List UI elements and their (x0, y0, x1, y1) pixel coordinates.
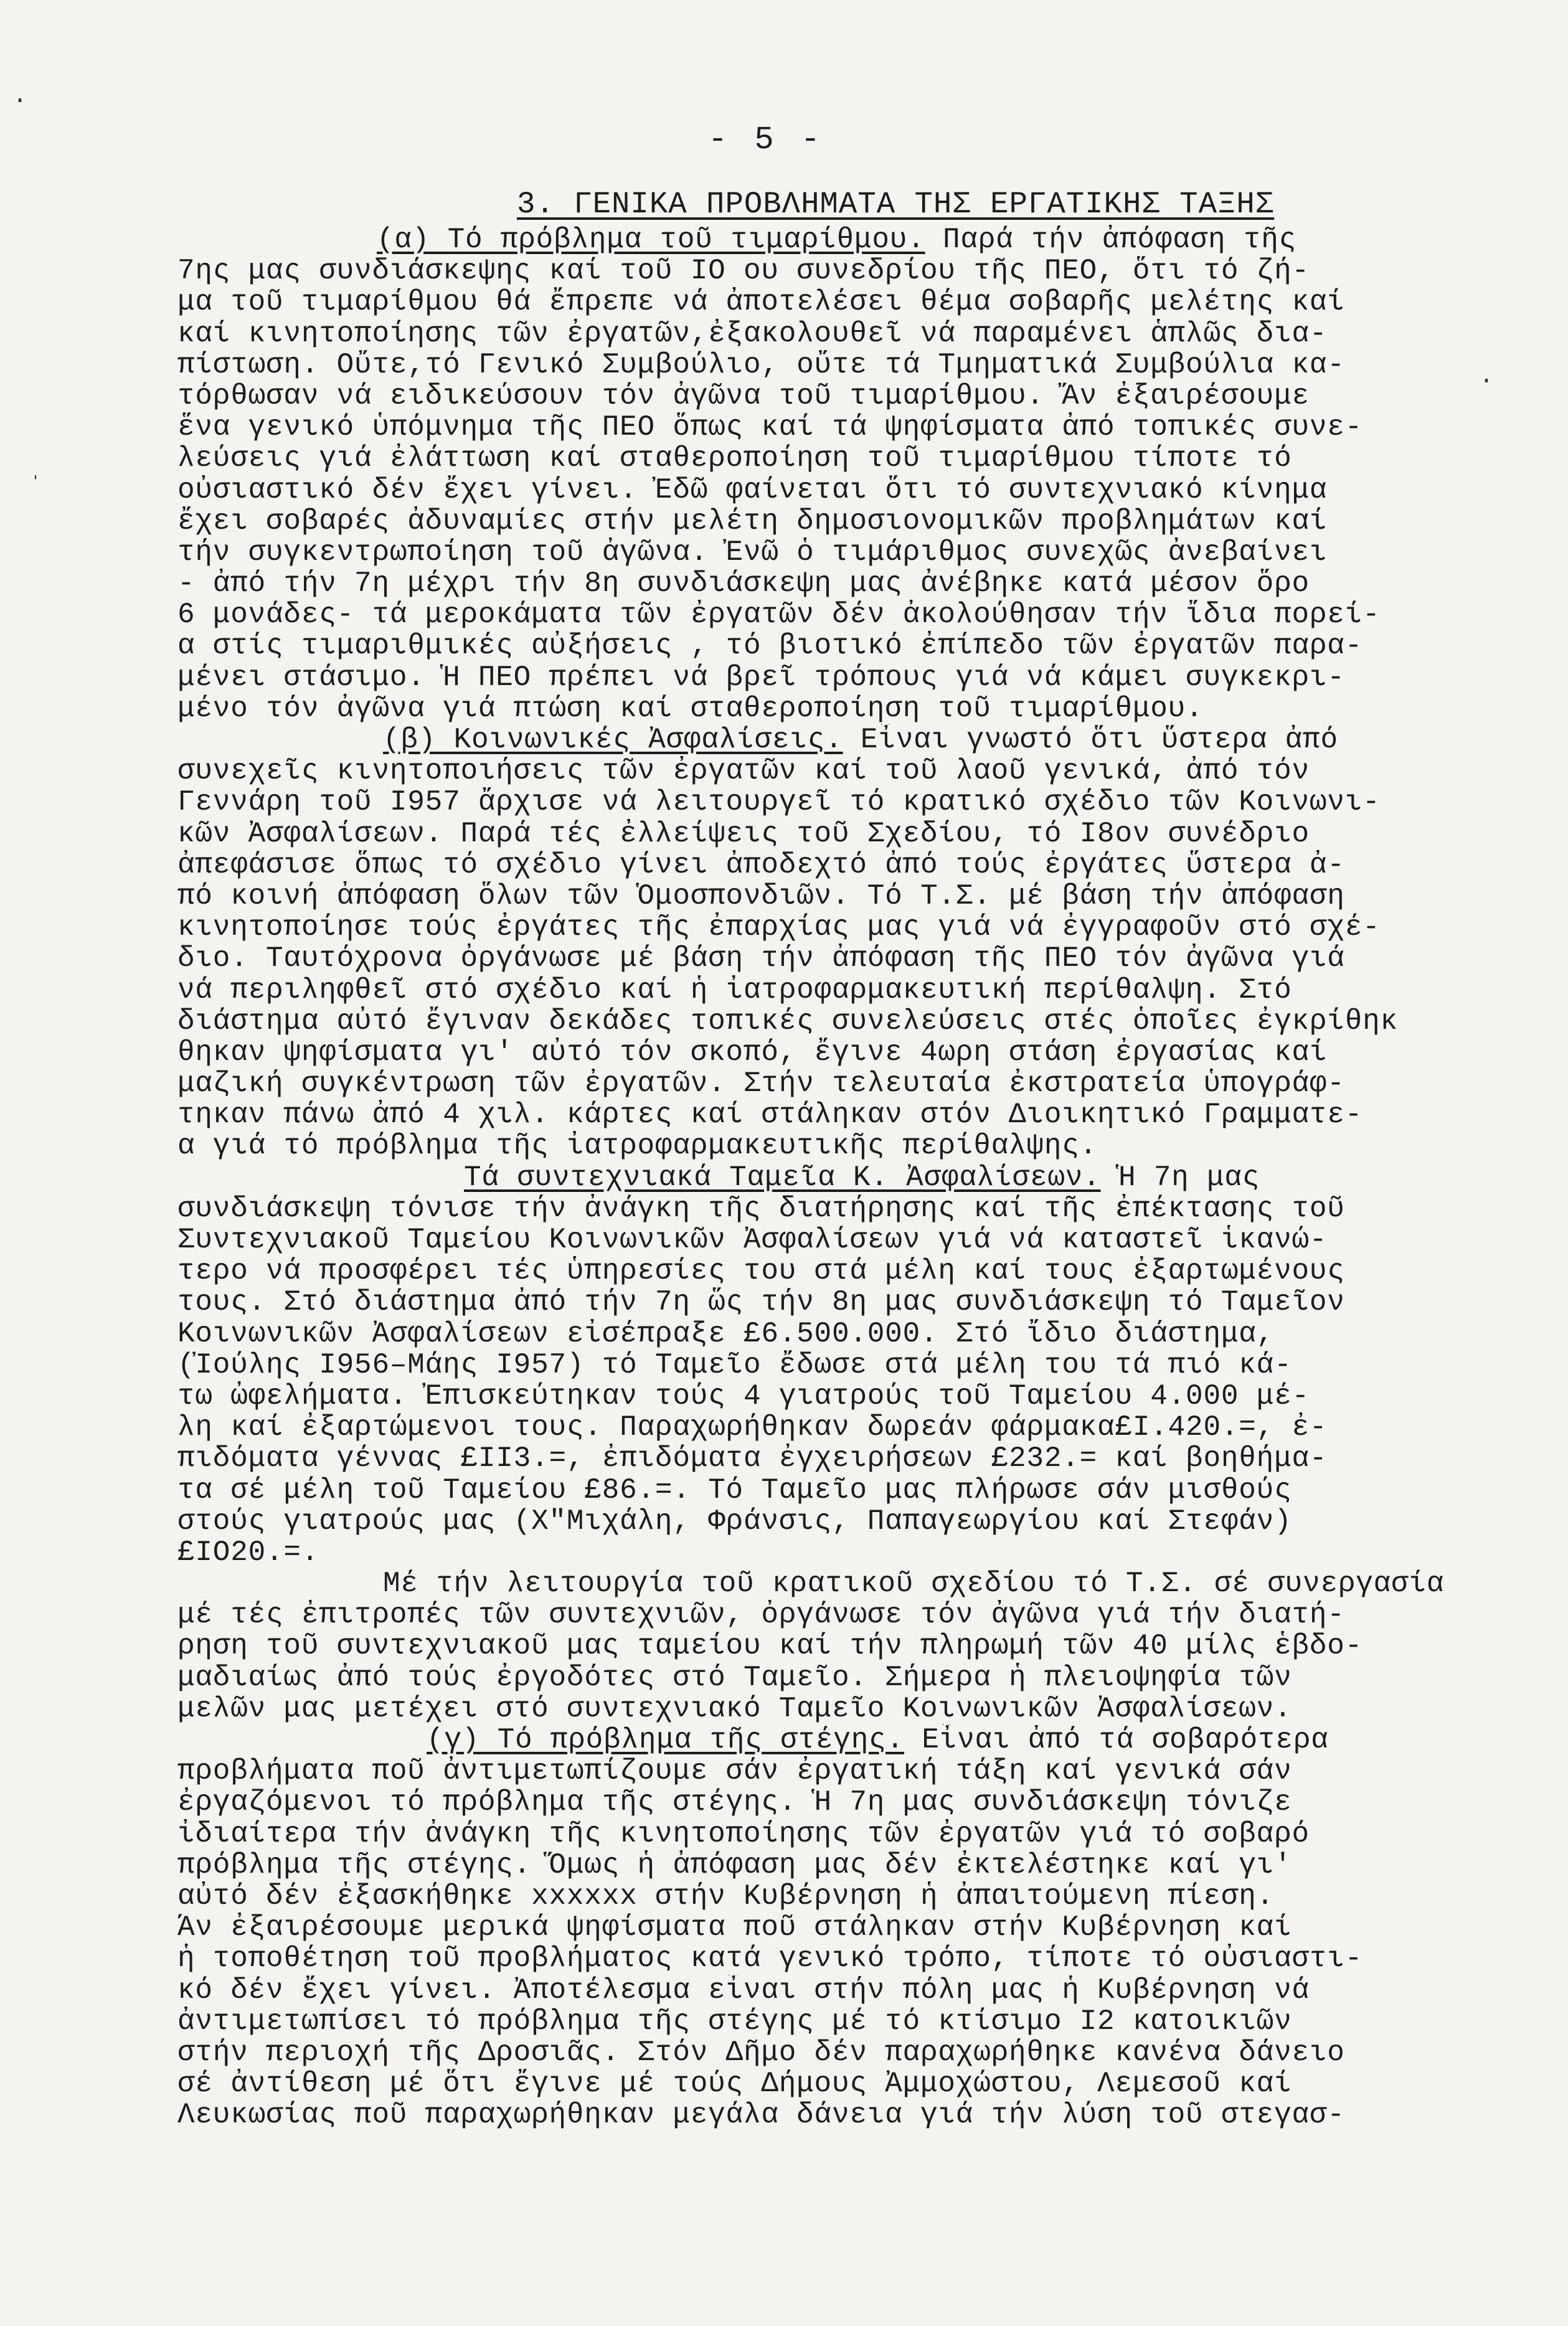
section-c-first-line (177, 1162, 1473, 1193)
text-line: μαζική συγκέντρωση τῶν ἐργατῶν. Στήν τελευταία ἐκστρατεία ὑπογράφ- (177, 1068, 1345, 1100)
text-line: α γιά τό πρόβλημα τῆς ἰατροφαρμακευτικῆς περίθαλψης. (177, 1130, 1098, 1162)
text-line: τόρθωσαν νά ειδικεύσουν τόν ἀγῶνα τοῦ τιμαρίθμου. Ἄν ἐξαιρέσουμε (177, 380, 1310, 412)
text-line: Ἡ 7η μας (1100, 1161, 1260, 1193)
text-line: τερο νά προσφέρει τές ὑπηρεσίες του στά μέλη καί τους ἐξαρτωμένους (177, 1255, 1345, 1287)
text-line: συνεχεῖς κινητοποιήσεις τῶν ἐργατῶν καί τοῦ λαοῦ γενικά, ἀπό τόν (177, 755, 1310, 787)
text-line: τα σέ μέλη τοῦ Ταμείου £86.=. Τό Ταμεῖο μας πλήρωσε σάν μισθούς (177, 1474, 1292, 1506)
text-line: Εἶναι ἀπό τά σοβαρότερα (904, 1724, 1329, 1756)
text-line: Μέ τήν λειτουργία τοῦ κρατικοῦ σχεδίου τό Τ.Σ. σέ συνεργασία (383, 1568, 1445, 1600)
text-line: ἔχει σοβαρές ἀδυναμίες στήν μελέτη δημοσιονομικῶν προβλημάτων καί (177, 505, 1328, 537)
text-line: ἀντιμετωπίσει τό πρόβλημα τῆς στέγης μέ τό κτίσιμο Ι2 κατοικιῶν (177, 2005, 1292, 2037)
text-line: Κοινωνικῶν Ἀσφαλίσεων εἰσέπραξε £6.500.000. Στό ἴδιο διάστημα, (177, 1318, 1275, 1350)
page-number: - 5 - (707, 121, 824, 158)
text-line: ἐργαζόμενοι τό πρόβλημα τῆς στέγης. Ἡ 7η μας συνδιάσκεψη τόνιζε (177, 1787, 1292, 1818)
text-line: 7ης μας συνδιάσκεψης καί τοῦ ΙΟ ου συνεδρίου τῆς ΠΕΟ, ὅτι τό ζή- (177, 255, 1310, 287)
text-line: καί κινητοποίησης τῶν ἐργατῶν,ἐξακολουθεῖ νά παραμένει ἁπλῶς δια- (177, 318, 1328, 349)
text-line: 6 μονάδες- τά μεροκάματα τῶν ἐργατῶν δέν ἀκολούθησαν τήν ἴδια πορεί- (177, 599, 1381, 631)
text-line: στούς γιατρούς μας (Χ"Μιχάλη, Φράνσις, Παπαγεωργίου καί Στεφάν) (177, 1505, 1292, 1537)
text-line: £ΙΟ20.=. (177, 1536, 319, 1569)
text-line: Λευκωσίας ποῦ παραχωρήθηκαν μεγάλα δάνεια γιά τήν λύση τοῦ στεγασ- (177, 2099, 1345, 2131)
section-e-title: (γ) Τό πρόβλημα τῆς στέγης. (427, 1724, 904, 1756)
text-line: προβλήματα ποῦ ἀντιμετωπίζουμε σάν ἐργατική τάξη καί γενικά σάν (177, 1756, 1292, 1787)
text-line: πίστωση. Οὔτε,τό Γενικό Συμβούλιο, οὔτε τά Τμηματικά Συμβούλια κα- (177, 349, 1345, 381)
text-line: διο. Ταυτόχρονα ὀργάνωσε μέ βάση τήν ἀπόφαση τῆς ΠΕΟ τόν ἀγῶνα γιά (177, 943, 1345, 975)
text-line: - ἀπό τήν 7η μέχρι τήν 8η συνδιάσκεψη μας ἀνέβηκε κατά μέσον ὅρο (177, 568, 1310, 600)
text-line: μελῶν μας μετέχει στό συντεχνιακό Ταμεῖο Κοινωνικῶν Ἀσφαλίσεων. (177, 1693, 1292, 1724)
text-line: μένο τόν ἀγῶνα γιά πτώση καί σταθεροποίηση τοῦ τιμαρίθμου. (177, 693, 1204, 724)
scan-speck: · (1479, 367, 1495, 395)
text-line: αὐτό δέν ἐξασκήθηκε xxxxxx στήν Κυβέρνηση ἡ ἀπαιτούμενη πίεση. (177, 1880, 1275, 1912)
text-line: μαδιαίως ἀπό τούς ἐργοδότες στό Ταμεῖο. Σήμερα ἡ πλειοψηφία τῶν (177, 1662, 1292, 1693)
text-line: συνδιάσκεψη τόνισε τήν ἀνάγκη τῆς διατήρησης καί τῆς ἐπέκτασης τοῦ (177, 1193, 1345, 1224)
text-line: στήν περιοχή τῆς Δροσιᾶς. Στόν Δῆμο δέν παραχωρήθηκε κανένα δάνειο (177, 2036, 1345, 2069)
text-line: λη καί ἐξαρτώμενοι τους. Παραχωρήθηκαν δωρεάν φάρμακα£Ι.420.=, ἐ- (177, 1412, 1328, 1444)
text-line: μέ τές ἐπιτροπές τῶν συντεχνιῶν, ὀργάνωσε τόν ἀγῶνα γιά τήν διατή- (177, 1599, 1345, 1631)
section-a-title: (α) Τό πρόβλημα τοῦ τιμαρίθμου. (377, 224, 925, 256)
text-line: τω ὠφελήματα. Ἐπισκεύτηκαν τούς 4 γιατρούς τοῦ Ταμείου 4.000 μέ- (177, 1380, 1310, 1412)
section-heading: 3. ΓΕΝΙΚΑ ΠΡΟΒΛΗΜΑΤΑ ΤΗΣ ΕΡΓΑΤΙΚΗΣ ΤΑΞΗΣ (517, 187, 1275, 222)
text-line: σέ ἀντίθεση μέ ὅτι ἔγινε μέ τούς Δήμους Ἀμμοχώστου, Λεμεσοῦ καί (177, 2068, 1292, 2100)
section-e-first-line (177, 1724, 1473, 1756)
text-line: πιδόματα γέννας £ΙΙ3.=, ἐπιδόματα ἐγχειρήσεων £232.= καί βοηθήμα- (177, 1443, 1328, 1475)
body-text (177, 224, 1473, 2130)
text-line: Συντεχνιακοῦ Ταμείου Κοινωνικῶν Ἀσφαλίσεων γιά νά καταστεῖ ἱκανώ- (177, 1224, 1328, 1256)
text-line: θηκαν ψηφίσματα γι' αὐτό τόν σκοπό, ἔγινε 4ωρη στάση ἐργασίας καί (177, 1036, 1328, 1069)
text-line: Εἶναι γνωστό ὅτι ὕστερα ἀπό (843, 724, 1338, 756)
text-line: λεύσεις γιά ἐλάττωση καί σταθεροποίηση τοῦ τιμαρίθμου τίποτε τό (177, 443, 1292, 475)
text-line: κινητοποίησε τούς ἐργάτες τῆς ἐπαρχίας μας γιά νά ἐγγραφοῦν στό σχέ- (177, 912, 1381, 943)
text-line: πρόβλημα τῆς στέγης. Ὅμως ἡ ἀπόφαση μας δέν ἐκτελέστηκε καί γι' (177, 1849, 1292, 1881)
text-line: ρηση τοῦ συντεχνιακοῦ μας ταμείου καί τήν πληρωμή τῶν 40 μίλς ἑβδο- (177, 1630, 1363, 1662)
section-b-title: (β) Κοινωνικές Ἀσφαλίσεις. (383, 724, 843, 756)
section-a-first-line (177, 224, 1473, 255)
text-line: οὐσιαστικό δέν ἔχει γίνει. Ἐδῶ φαίνεται ὅτι τό συντεχνιακό κίνημα (177, 474, 1328, 506)
text-line: μα τοῦ τιμαρίθμου θά ἔπρεπε νά ἀποτελέσει θέμα σοβαρῆς μελέτης καί (177, 286, 1345, 318)
text-line: ἕνα γενικό ὑπόμνημα τῆς ΠΕΟ ὅπως καί τά ψηφίσματα ἀπό τοπικές συνε- (177, 412, 1363, 443)
scan-speck: ˈ (28, 473, 44, 501)
text-line: πό κοινή ἀπόφαση ὅλων τῶν Ὁμοσπονδιῶν. Τό Τ.Σ. μέ βάση τήν ἀπόφαση (177, 880, 1345, 912)
text-line: τους. Στό διάστημα ἀπό τήν 7η ὥς τήν 8η μας συνδιάσκεψη τό Ταμεῖον (177, 1287, 1345, 1318)
text-line: τήν συγκεντρωποίηση τοῦ ἀγῶνα. Ἐνῶ ὁ τιμάριθμος συνεχῶς ἀνεβαίνει (177, 536, 1328, 569)
text-line: Γεννάρη τοῦ Ι957 ἄρχισε νά λειτουργεῖ τό κρατικό σχέδιο τῶν Κοινωνι- (177, 787, 1381, 818)
text-line: ἰδιαίτερα τήν ἀνάγκη τῆς κινητοποίησης τῶν ἐργατῶν γιά τό σοβαρό (177, 1818, 1310, 1850)
text-line: τηκαν πάνω ἀπό 4 χιλ. κάρτες καί στάληκαν στόν Διοικητικό Γραμματε- (177, 1099, 1363, 1131)
text-line: α στίς τιμαριθμικές αὐξήσεις , τό βιοτικό ἐπίπεδο τῶν ἐργατῶν παρα- (177, 630, 1363, 662)
text-line: ἀπεφάσισε ὅπως τό σχέδιο γίνει ἀποδεχτό ἀπό τούς ἐργάτες ὕστερα ἀ- (177, 849, 1345, 881)
text-line: μένει στάσιμο. Ἡ ΠΕΟ πρέπει νά βρεῖ τρόπους γιά νά κάμει συγκεκρι- (177, 661, 1345, 693)
text-line: (Ἰούλης Ι956–Μάης Ι957) τό Ταμεῖο ἔδωσε στά μέλη του τά πιό κά- (177, 1349, 1292, 1381)
text-line: Ἄν ἐξαιρέσουμε μερικά ψηφίσματα ποῦ στάληκαν στήν Κυβέρνηση καί (177, 1912, 1292, 1944)
text-line: κῶν Ἀσφαλίσεων. Παρά τές ἐλλείψεις τοῦ Σχεδίου, τό Ι8ον συνέδριο (177, 818, 1310, 849)
text-line: ἡ τοποθέτηση τοῦ προβλήματος κατά γενικό τρόπο, τίποτε τό οὐσιαστι- (177, 1943, 1363, 1975)
text-line: Παρά τήν ἀπόφαση τῆς (925, 224, 1297, 256)
text-line: κό δέν ἔχει γίνει. Ἀποτέλεσμα εἶναι στήν πόλη μας ἡ Κυβέρνηση νά (177, 1974, 1310, 2006)
section-c-title: Τά συντεχνιακά Ταμεῖα Κ. Ἀσφαλίσεων. (464, 1161, 1101, 1193)
text-line: νά περιληφθεῖ στό σχέδιο καί ἡ ἰατροφαρμακευτική περίθαλψη. Στό (177, 974, 1292, 1006)
scan-speck: · (12, 87, 28, 115)
text-line: διάστημα αὐτό ἔγιναν δεκάδες τοπικές συνελεύσεις στές ὁποῖες ἐγκρίθηκ (177, 1005, 1398, 1037)
section-b-first-line (177, 724, 1473, 755)
